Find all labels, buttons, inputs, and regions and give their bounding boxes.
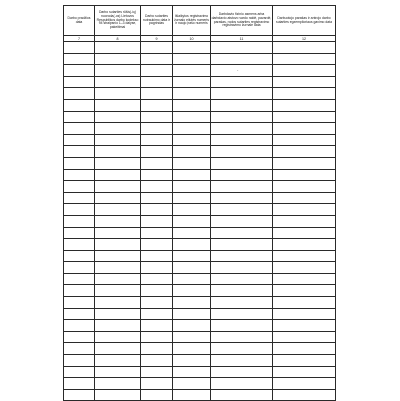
table-cell[interactable] — [64, 53, 95, 65]
table-cell[interactable] — [173, 53, 211, 65]
table-cell[interactable] — [211, 134, 273, 146]
table-cell[interactable] — [173, 227, 211, 239]
table-cell[interactable] — [64, 273, 95, 285]
header-row — [64, 6, 336, 36]
table-cell[interactable] — [95, 76, 141, 88]
table-row — [64, 192, 336, 204]
table-cell[interactable] — [95, 65, 141, 77]
table-cell[interactable] — [141, 227, 173, 239]
table-cell[interactable] — [211, 378, 273, 390]
table-cell[interactable] — [95, 355, 141, 367]
table-cell[interactable] — [95, 297, 141, 309]
table-cell[interactable] — [173, 389, 211, 401]
table-cell[interactable] — [211, 204, 273, 216]
table-cell[interactable] — [141, 389, 173, 401]
table-cell[interactable] — [173, 123, 211, 135]
table-cell[interactable] — [211, 181, 273, 193]
table-cell[interactable] — [173, 204, 211, 216]
table-cell[interactable] — [141, 366, 173, 378]
table-cell[interactable] — [173, 169, 211, 181]
table-cell[interactable] — [173, 308, 211, 320]
table-cell[interactable] — [64, 134, 95, 146]
header-start-date: Darbo pradžios data — [64, 6, 95, 36]
table-cell[interactable] — [141, 297, 173, 309]
table-cell[interactable] — [211, 273, 273, 285]
table-row — [64, 389, 336, 401]
table-cell[interactable] — [141, 204, 173, 216]
table-row — [64, 227, 336, 239]
table-row — [64, 215, 336, 227]
table-row — [64, 88, 336, 100]
table-cell[interactable] — [141, 192, 173, 204]
table-cell[interactable] — [64, 192, 95, 204]
header-contract-type: Darbo sutarties rūšis(-ių) nuoroda(-os) Lietuvos Respublikos darbo kodekso 94 straipsnio 1–3 dalyse, pakeitimai — [95, 6, 141, 36]
table-cell[interactable] — [95, 320, 141, 332]
table-cell[interactable] — [273, 134, 336, 146]
table-cell[interactable] — [211, 227, 273, 239]
table-cell[interactable] — [64, 169, 95, 181]
table-row — [64, 99, 336, 111]
header-employer-signature: Darbdavio fizinio asmens arba darbdavio atstovo vardo raidė, pavardė, parašas, rodos sutarties registravimo registravimo žurnale data — [211, 6, 273, 36]
table-row — [64, 308, 336, 320]
table-cell[interactable] — [273, 42, 336, 54]
table-cell[interactable] — [141, 88, 173, 100]
table-cell[interactable] — [173, 42, 211, 54]
table-cell[interactable] — [141, 146, 173, 158]
table-cell[interactable] — [64, 308, 95, 320]
table-cell[interactable] — [141, 355, 173, 367]
table-cell[interactable] — [64, 65, 95, 77]
table-cell[interactable] — [273, 169, 336, 181]
table-cell[interactable] — [95, 215, 141, 227]
table-cell[interactable] — [64, 366, 95, 378]
table-row — [64, 331, 336, 343]
table-cell[interactable] — [141, 111, 173, 123]
table-cell[interactable] — [273, 285, 336, 297]
table-cell[interactable] — [173, 297, 211, 309]
table-cell[interactable] — [173, 146, 211, 158]
table-cell[interactable] — [211, 146, 273, 158]
table-cell[interactable] — [64, 181, 95, 193]
table-cell[interactable] — [64, 355, 95, 367]
table-cell[interactable] — [273, 331, 336, 343]
column-number: 10 — [173, 36, 211, 42]
table-cell[interactable] — [273, 273, 336, 285]
column-number: 8 — [95, 36, 141, 42]
table-cell[interactable] — [211, 215, 273, 227]
table-cell[interactable] — [95, 239, 141, 251]
table-cell[interactable] — [64, 378, 95, 390]
table-cell[interactable] — [95, 389, 141, 401]
table-cell[interactable] — [95, 331, 141, 343]
table-cell[interactable] — [95, 53, 141, 65]
table-cell[interactable] — [141, 343, 173, 355]
table-cell[interactable] — [141, 169, 173, 181]
table-cell[interactable] — [273, 343, 336, 355]
table-cell[interactable] — [211, 169, 273, 181]
table-cell[interactable] — [273, 99, 336, 111]
table-cell[interactable] — [173, 331, 211, 343]
table-cell[interactable] — [64, 250, 95, 262]
table-cell[interactable] — [273, 250, 336, 262]
table-cell[interactable] — [64, 146, 95, 158]
table-cell[interactable] — [95, 262, 141, 274]
table-cell[interactable] — [141, 215, 173, 227]
table-cell[interactable] — [141, 273, 173, 285]
table-cell[interactable] — [95, 123, 141, 135]
table-cell[interactable] — [211, 366, 273, 378]
table-cell[interactable] — [173, 250, 211, 262]
table-row — [64, 169, 336, 181]
table-cell[interactable] — [211, 297, 273, 309]
table-cell[interactable] — [173, 157, 211, 169]
table-row — [64, 157, 336, 169]
table-cell[interactable] — [273, 320, 336, 332]
table-row — [64, 262, 336, 274]
table-cell[interactable] — [273, 88, 336, 100]
table-row — [64, 343, 336, 355]
table-cell[interactable] — [64, 123, 95, 135]
table-cell[interactable] — [64, 111, 95, 123]
table-cell[interactable] — [64, 204, 95, 216]
table-cell[interactable] — [273, 53, 336, 65]
table-cell[interactable] — [211, 53, 273, 65]
table-cell[interactable] — [95, 227, 141, 239]
table-row — [64, 297, 336, 309]
table-cell[interactable] — [211, 239, 273, 251]
table-cell[interactable] — [273, 215, 336, 227]
table-cell[interactable] — [211, 250, 273, 262]
table-cell[interactable] — [173, 285, 211, 297]
table-cell[interactable] — [173, 343, 211, 355]
table-cell[interactable] — [64, 343, 95, 355]
table-cell[interactable] — [141, 378, 173, 390]
table-row — [64, 76, 336, 88]
table-cell[interactable] — [64, 239, 95, 251]
table-row — [64, 111, 336, 123]
table-cell[interactable] — [211, 65, 273, 77]
table-cell[interactable] — [141, 134, 173, 146]
table-cell[interactable] — [95, 134, 141, 146]
table-row — [64, 53, 336, 65]
column-number: 7 — [64, 36, 95, 42]
employment-register-table — [63, 5, 336, 401]
column-number: 9 — [141, 36, 173, 42]
table-cell[interactable] — [64, 262, 95, 274]
table-row — [64, 181, 336, 193]
table-cell[interactable] — [211, 88, 273, 100]
table-cell[interactable] — [173, 65, 211, 77]
table-cell[interactable] — [173, 378, 211, 390]
table-cell[interactable] — [173, 88, 211, 100]
table-cell[interactable] — [173, 181, 211, 193]
table-cell[interactable] — [64, 215, 95, 227]
register-body — [64, 42, 336, 401]
table-cell[interactable] — [64, 285, 95, 297]
table-cell[interactable] — [211, 192, 273, 204]
table-cell[interactable] — [141, 53, 173, 65]
table-cell[interactable] — [64, 227, 95, 239]
table-cell[interactable] — [173, 320, 211, 332]
table-cell[interactable] — [273, 366, 336, 378]
table-row — [64, 285, 336, 297]
table-cell[interactable] — [173, 273, 211, 285]
table-cell[interactable] — [173, 355, 211, 367]
table-cell[interactable] — [141, 181, 173, 193]
table-cell[interactable] — [64, 76, 95, 88]
table-cell[interactable] — [273, 181, 336, 193]
table-cell[interactable] — [95, 42, 141, 54]
table-cell[interactable] — [64, 331, 95, 343]
table-cell[interactable] — [173, 192, 211, 204]
table-cell[interactable] — [211, 157, 273, 169]
table-cell[interactable] — [173, 239, 211, 251]
table-cell[interactable] — [141, 123, 173, 135]
table-cell[interactable] — [95, 308, 141, 320]
table-cell[interactable] — [95, 285, 141, 297]
table-cell[interactable] — [141, 320, 173, 332]
table-cell[interactable] — [95, 273, 141, 285]
table-cell[interactable] — [141, 285, 173, 297]
table-cell[interactable] — [95, 169, 141, 181]
table-cell[interactable] — [273, 227, 336, 239]
table-cell[interactable] — [64, 297, 95, 309]
table-cell[interactable] — [273, 76, 336, 88]
table-cell[interactable] — [211, 355, 273, 367]
table-cell[interactable] — [211, 343, 273, 355]
table-cell[interactable] — [273, 262, 336, 274]
table-cell[interactable] — [95, 157, 141, 169]
table-cell[interactable] — [64, 42, 95, 54]
table-cell[interactable] — [95, 146, 141, 158]
table-row — [64, 378, 336, 390]
table-cell[interactable] — [273, 204, 336, 216]
table-cell[interactable] — [95, 343, 141, 355]
table-cell[interactable] — [173, 76, 211, 88]
table-cell[interactable] — [95, 99, 141, 111]
column-number: 11 — [211, 36, 273, 42]
table-cell[interactable] — [141, 262, 173, 274]
header-line-number: Išlaikytos registravimo žurnalo eilutės numeris ir naujo įrašo numeris — [173, 6, 211, 36]
table-cell[interactable] — [95, 378, 141, 390]
table-cell[interactable] — [64, 389, 95, 401]
header-employee-signature: Darbuotojo parašas ir antrojo darbo sutarties egzemplioriaus gavimo data — [273, 6, 336, 36]
table-cell[interactable] — [95, 88, 141, 100]
table-cell[interactable] — [211, 262, 273, 274]
table-row — [64, 239, 336, 251]
table-cell[interactable] — [95, 192, 141, 204]
table-cell[interactable] — [273, 146, 336, 158]
table-cell[interactable] — [141, 250, 173, 262]
table-cell[interactable] — [173, 262, 211, 274]
table-row — [64, 273, 336, 285]
table-cell[interactable] — [95, 250, 141, 262]
table-row — [64, 366, 336, 378]
table-cell[interactable] — [95, 204, 141, 216]
table-row — [64, 146, 336, 158]
table-cell[interactable] — [211, 76, 273, 88]
table-cell[interactable] — [273, 378, 336, 390]
table-cell[interactable] — [64, 157, 95, 169]
table-cell[interactable] — [141, 239, 173, 251]
table-cell[interactable] — [141, 308, 173, 320]
table-cell[interactable] — [141, 157, 173, 169]
table-cell[interactable] — [273, 389, 336, 401]
header-termination: Darbo sutarties nutraukimo data ir pagrindas — [141, 6, 173, 36]
dash-mark: - — [237, 67, 239, 73]
table-cell[interactable] — [173, 99, 211, 111]
table-row — [64, 250, 336, 262]
table-row — [64, 134, 336, 146]
table-row — [64, 123, 336, 135]
table-cell[interactable] — [141, 99, 173, 111]
table-cell[interactable] — [141, 331, 173, 343]
table-cell[interactable] — [273, 123, 336, 135]
table-cell[interactable] — [273, 111, 336, 123]
table-cell[interactable] — [173, 215, 211, 227]
table-cell[interactable] — [273, 355, 336, 367]
table-row — [64, 204, 336, 216]
table-cell[interactable] — [273, 192, 336, 204]
table-cell[interactable] — [273, 297, 336, 309]
table-row — [64, 320, 336, 332]
table-cell[interactable] — [211, 320, 273, 332]
table-cell[interactable] — [64, 320, 95, 332]
table-cell[interactable] — [273, 157, 336, 169]
table-cell[interactable] — [173, 134, 211, 146]
table-cell[interactable] — [141, 65, 173, 77]
table-cell[interactable] — [211, 42, 273, 54]
table-row — [64, 42, 336, 54]
table-row — [64, 355, 336, 367]
table-cell[interactable] — [211, 111, 273, 123]
table-cell[interactable] — [95, 366, 141, 378]
column-number: 12 — [273, 36, 336, 42]
table-cell[interactable] — [141, 76, 173, 88]
table-cell[interactable] — [273, 65, 336, 77]
table-cell[interactable] — [211, 308, 273, 320]
table-cell[interactable] — [173, 366, 211, 378]
table-cell[interactable] — [211, 123, 273, 135]
table-cell[interactable] — [273, 308, 336, 320]
table-cell[interactable] — [95, 181, 141, 193]
table-cell[interactable] — [273, 239, 336, 251]
table-cell[interactable] — [173, 111, 211, 123]
table-cell[interactable] — [211, 331, 273, 343]
table-cell[interactable] — [211, 389, 273, 401]
table-row — [64, 65, 336, 77]
table-cell[interactable] — [141, 42, 173, 54]
table-cell[interactable] — [64, 99, 95, 111]
table-cell[interactable] — [95, 111, 141, 123]
table-cell[interactable] — [64, 88, 95, 100]
table-cell[interactable] — [211, 99, 273, 111]
table-cell[interactable] — [211, 285, 273, 297]
